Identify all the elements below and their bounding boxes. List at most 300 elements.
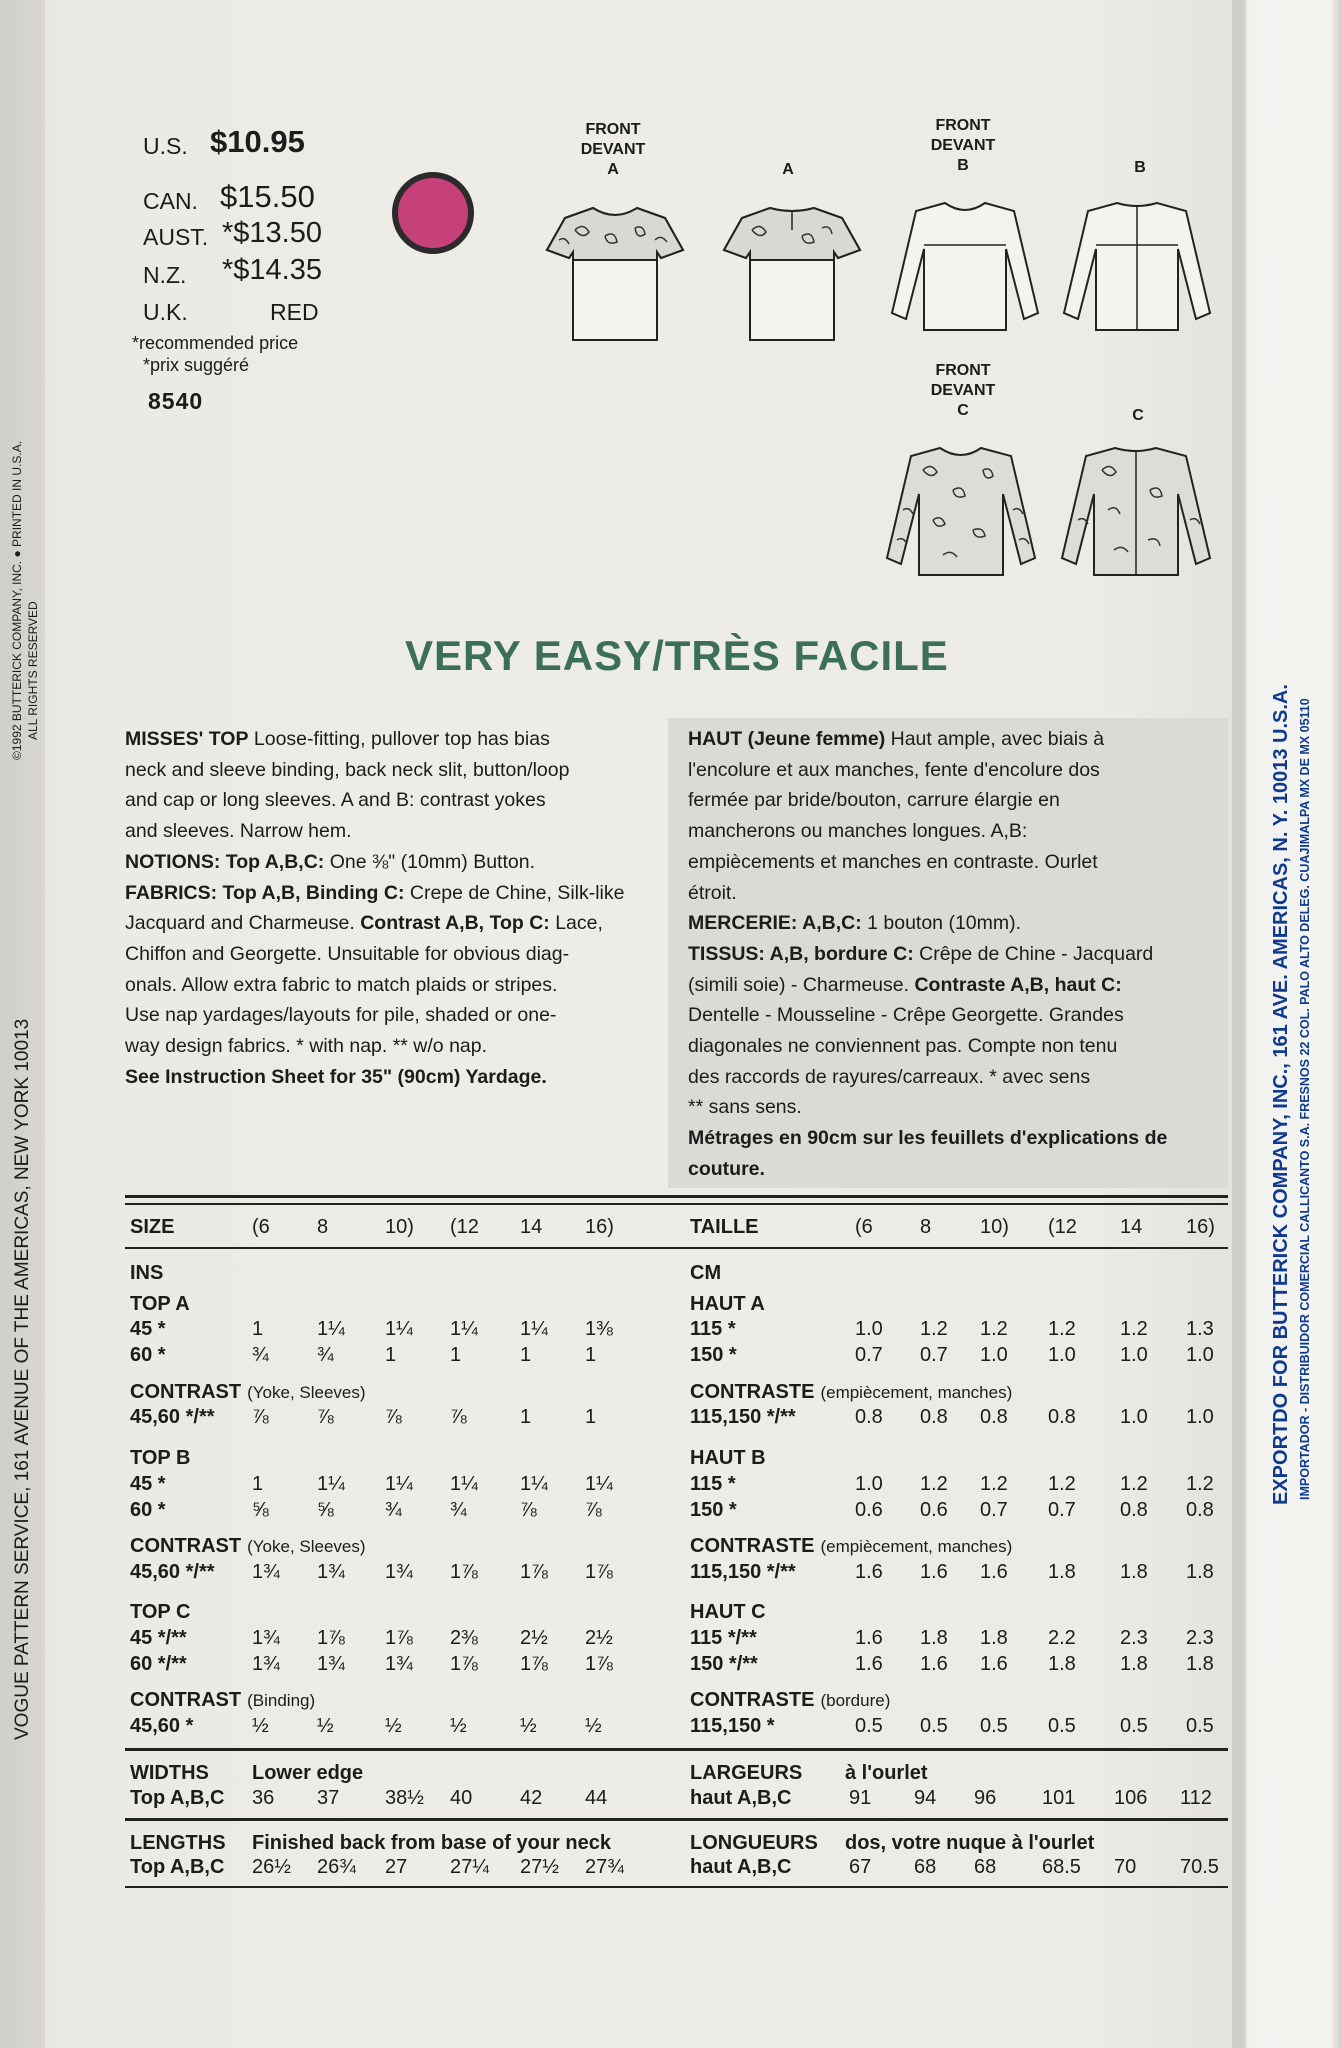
table-value: 1⅞: [585, 1653, 613, 1675]
length-value: 26½: [252, 1856, 291, 1878]
table-value: 1¾: [385, 1653, 413, 1675]
table-value: 0.8: [1120, 1499, 1148, 1521]
label-front-a: FRONT DEVANT A: [580, 121, 646, 178]
table-value: 0.8: [1048, 1406, 1076, 1428]
price-can-value: $15.50: [220, 179, 315, 214]
table-value: 1.2: [1120, 1318, 1148, 1340]
table-value: 1.0: [1186, 1406, 1214, 1428]
table-value: 1.0: [855, 1473, 883, 1495]
description-bold: MISSES' TOP: [125, 728, 249, 750]
difficulty-title: VERY EASY/TRÈS FACILE: [405, 632, 949, 679]
row-label: 45 *: [130, 1473, 166, 1495]
length-value: 70.5: [1180, 1856, 1219, 1878]
description-bold: HAUT (Jeune femme): [688, 728, 886, 750]
table-value: 0.8: [980, 1406, 1008, 1428]
table-value: ½: [252, 1715, 269, 1737]
table-value: 1¾: [385, 1561, 413, 1583]
description-text: 1 bouton (10mm).: [861, 912, 1022, 935]
description-text: Lace,: [549, 912, 603, 935]
section-heading: TOP C: [130, 1601, 191, 1623]
size-column-header: 8: [920, 1216, 932, 1238]
size-column-header: (6: [855, 1216, 873, 1238]
table-value: 1¾: [252, 1561, 280, 1583]
table-value: 1.6: [920, 1561, 948, 1583]
garment-front-c: [883, 440, 1038, 585]
description-text: étroit.: [688, 881, 737, 904]
description-line: [688, 785, 1228, 816]
description-bold: FABRICS: Top A,B, Binding C:: [125, 881, 405, 904]
table-value: 1⅜: [585, 1318, 613, 1340]
table-value: 1¼: [585, 1473, 613, 1495]
description-line: [125, 908, 655, 939]
lengths-label: LENGTHS: [130, 1832, 226, 1854]
table-value: 0.7: [980, 1499, 1008, 1521]
table-value: ¾: [385, 1499, 402, 1521]
description-line: [125, 847, 655, 878]
suggested-note: *prix suggéré: [143, 355, 250, 375]
table-value: ½: [450, 1715, 467, 1737]
description-line: [125, 878, 655, 909]
garment-back-c: [1058, 440, 1213, 585]
length-value: 27½: [520, 1856, 559, 1878]
table-value: 1¾: [252, 1653, 280, 1675]
section-heading-row: [130, 1381, 366, 1404]
table-value: 2.3: [1186, 1627, 1214, 1649]
table-value: 1.2: [980, 1473, 1008, 1495]
table-value: 1.2: [1048, 1318, 1076, 1340]
length-value: 26¾: [317, 1856, 356, 1878]
price-nz-label: N.Z.: [143, 262, 187, 288]
table-value: ⅞: [252, 1406, 269, 1428]
table-rule-lengths: [125, 1818, 1228, 1821]
table-value: 0.7: [855, 1344, 883, 1366]
description-line: [688, 724, 1228, 755]
table-value: 0.5: [855, 1715, 883, 1737]
section-subheading: (bordure): [820, 1691, 891, 1710]
table-value: 1: [520, 1344, 532, 1366]
table-value: ⅝: [317, 1499, 334, 1521]
width-value: 40: [450, 1787, 473, 1809]
table-value: 1: [585, 1344, 597, 1366]
widths-sub: à l'ourlet: [845, 1762, 928, 1784]
size-column-header: 16): [585, 1216, 614, 1238]
row-label: 150 */**: [690, 1653, 758, 1675]
description-line: [688, 1154, 1228, 1185]
table-value: ¾: [450, 1499, 467, 1521]
description-line: [125, 939, 655, 970]
table-rule-top: [125, 1195, 1228, 1198]
width-value: 37: [317, 1787, 340, 1809]
length-value: 70: [1114, 1856, 1137, 1878]
table-value: ½: [585, 1715, 602, 1737]
description-line: [688, 755, 1228, 786]
description-line: [125, 724, 655, 755]
right-flap-edge: [1232, 0, 1246, 2048]
table-value: 1¼: [450, 1473, 478, 1495]
price-aust-label: AUST.: [143, 224, 209, 250]
table-rule-top2: [125, 1203, 1228, 1205]
length-value: 27: [385, 1856, 408, 1878]
description-text: way design fabrics. * with nap. ** w/o nap.: [125, 1035, 488, 1058]
table-value: 1¼: [385, 1318, 413, 1340]
table-value: 1¼: [317, 1473, 345, 1495]
table-value: ½: [520, 1715, 537, 1737]
size-column-header: 8: [317, 1216, 329, 1238]
description-text: Haut ample, avec biais à: [885, 728, 1105, 750]
description-line: [688, 1123, 1228, 1154]
description-line: [688, 1092, 1228, 1123]
table-value: 1.6: [980, 1561, 1008, 1583]
price-us-value: $10.95: [210, 124, 305, 159]
description-english: [125, 724, 655, 1092]
section-subheading: (empiècement, manches): [820, 1383, 1013, 1402]
table-value: 1.6: [855, 1653, 883, 1675]
section-subheading: (Yoke, Sleeves): [247, 1537, 366, 1556]
description-french: [688, 724, 1228, 1185]
width-value: 38½: [385, 1787, 424, 1809]
table-value: ⅞: [520, 1499, 537, 1521]
length-value: 68: [974, 1856, 997, 1878]
table-value: 1: [585, 1406, 597, 1428]
table-value: 1: [252, 1473, 264, 1495]
table-value: 1⅞: [385, 1627, 413, 1649]
table-value: 0.7: [1048, 1499, 1076, 1521]
section-heading: HAUT A: [690, 1293, 765, 1315]
table-value: 1.0: [1120, 1406, 1148, 1428]
table-value: 1⅞: [520, 1653, 548, 1675]
description-text: One ⅜" (10mm) Button.: [324, 850, 535, 873]
description-line: [125, 785, 655, 816]
table-value: 1.8: [980, 1627, 1008, 1649]
section-heading-row: [130, 1535, 366, 1558]
description-text: l'encolure et aux manches, fente d'encolure dos: [688, 758, 1100, 781]
table-value: 0.6: [920, 1499, 948, 1521]
table-value: 1⅞: [317, 1627, 345, 1649]
table-value: 2½: [585, 1627, 613, 1649]
table-value: 0.5: [1120, 1715, 1148, 1737]
length-value: 27¼: [450, 1856, 489, 1878]
description-bold: Contrast A,B, Top C:: [360, 912, 550, 935]
price-nz-value: *$14.35: [222, 254, 322, 286]
description-bold: Contraste A,B, haut C:: [914, 973, 1122, 996]
unit-label: INS: [130, 1262, 164, 1284]
table-value: 1.0: [1048, 1344, 1076, 1366]
table-value: ⅞: [585, 1499, 602, 1521]
table-value: 1.0: [980, 1344, 1008, 1366]
row-label: 45,60 */**: [130, 1561, 215, 1583]
table-value: 2⅜: [450, 1627, 478, 1649]
lengths-sub: dos, votre nuque à l'ourlet: [845, 1832, 1095, 1854]
section-heading: CONTRASTE: [690, 1689, 815, 1711]
table-value: 2½: [520, 1627, 548, 1649]
lengths-label: LONGUEURS: [690, 1832, 818, 1854]
description-text: diagonales ne conviennent pas. Compte non tenu: [688, 1035, 1118, 1058]
description-line: [688, 1031, 1228, 1062]
price-aust-value: *$13.50: [222, 217, 322, 249]
table-value: 1.0: [1120, 1344, 1148, 1366]
table-value: ⅞: [385, 1406, 402, 1428]
description-line: [125, 1031, 655, 1062]
row-label: 60 *: [130, 1499, 166, 1521]
table-value: ½: [385, 1715, 402, 1737]
side-left-copyright: ©1992 BUTTERICK COMPANY, INC. ● PRINTED IN U.S.A.: [10, 440, 24, 760]
size-column-header: 10): [385, 1216, 414, 1238]
description-line: [688, 878, 1228, 909]
garment-back-a: [722, 200, 862, 345]
lengths-sub: Finished back from base of your neck: [252, 1832, 611, 1854]
table-value: 1¼: [520, 1473, 548, 1495]
table-value: 1⅞: [450, 1561, 478, 1583]
description-bold: See Instruction Sheet for 35" (90cm) Yardage.: [125, 1065, 547, 1088]
description-line: [125, 1062, 655, 1093]
table-value: 1.6: [855, 1561, 883, 1583]
table-value: 1¾: [317, 1653, 345, 1675]
table-value: 1.2: [920, 1473, 948, 1495]
description-line: [688, 1062, 1228, 1093]
row-label: 115,150 */**: [690, 1561, 796, 1583]
table-value: 1⅞: [450, 1653, 478, 1675]
row-label: 115,150 */**: [690, 1406, 796, 1428]
description-text: Dentelle - Mousseline - Crêpe Georgette. Grandes: [688, 1004, 1124, 1027]
table-value: 1.8: [1186, 1561, 1214, 1583]
table-value: 1: [252, 1318, 264, 1340]
row-label: 45 */**: [130, 1627, 187, 1649]
width-value: 96: [974, 1787, 997, 1809]
table-value: 1.6: [980, 1653, 1008, 1675]
table-value: 0.7: [920, 1344, 948, 1366]
table-rule-bottom: [125, 1886, 1228, 1888]
description-text: Loose-fitting, pullover top has bias: [248, 728, 550, 750]
table-value: 1¼: [520, 1318, 548, 1340]
price-us-label: U.S.: [143, 133, 188, 159]
table-value: 0.5: [1048, 1715, 1076, 1737]
row-label: 45 *: [130, 1318, 166, 1340]
garment-back-b: [1062, 195, 1212, 340]
section-heading-row: [690, 1689, 890, 1712]
row-label: 115,150 *: [690, 1715, 775, 1737]
section-heading: CONTRAST: [130, 1381, 242, 1403]
side-left-address: VOGUE PATTERN SERVICE, 161 AVENUE OF THE AMERICAS, NEW YORK 10013: [12, 1018, 33, 1740]
size-column-header: 10): [980, 1216, 1009, 1238]
price-uk-label: U.K.: [143, 299, 188, 325]
table-value: 1.8: [1048, 1653, 1076, 1675]
size-column-header: (6: [252, 1216, 270, 1238]
lengths-row-label: haut A,B,C: [690, 1856, 792, 1878]
table-value: 1¼: [317, 1318, 345, 1340]
table-value: 1.8: [1186, 1653, 1214, 1675]
table-value: ¾: [252, 1344, 269, 1366]
table-value: 0.5: [1186, 1715, 1214, 1737]
length-value: 27¾: [585, 1856, 624, 1878]
row-label: 115 *: [690, 1318, 736, 1340]
size-column-header: 14: [520, 1216, 543, 1238]
size-column-header: 16): [1186, 1216, 1215, 1238]
pattern-number: 8540: [148, 388, 204, 414]
width-value: 106: [1114, 1787, 1148, 1809]
table-value: 1.0: [855, 1318, 883, 1340]
description-text: fermée par bride/bouton, carrure élargie en: [688, 789, 1060, 812]
row-label: 45,60 *: [130, 1715, 194, 1737]
row-label: 115 */**: [690, 1627, 757, 1649]
description-text: Chiffon and Georgette. Unsuitable for obvious diag-: [125, 942, 570, 965]
description-line: [688, 908, 1228, 939]
widths-sub: Lower edge: [252, 1762, 364, 1784]
description-line: [125, 1000, 655, 1031]
table-value: 1¾: [317, 1561, 345, 1583]
description-text: empiècements et manches en contraste. Ourlet: [688, 850, 1098, 873]
size-column-header: (12: [450, 1216, 479, 1238]
table-value: 2.3: [1120, 1627, 1148, 1649]
table-value: 1.8: [1120, 1653, 1148, 1675]
description-line: [688, 939, 1228, 970]
table-value: 1.8: [1048, 1561, 1076, 1583]
table-rule-widths: [125, 1748, 1228, 1751]
section-heading: CONTRASTE: [690, 1381, 815, 1403]
table-value: 1: [450, 1344, 462, 1366]
label-front-b: FRONT DEVANT B: [930, 117, 996, 174]
section-heading: TOP B: [130, 1447, 191, 1469]
section-heading: CONTRAST: [130, 1535, 242, 1557]
table-value: 2.2: [1048, 1627, 1076, 1649]
description-text: ** sans sens.: [688, 1096, 802, 1119]
label-back-a: A: [782, 161, 794, 178]
table-value: 0.8: [855, 1406, 883, 1428]
size-header: SIZE: [130, 1216, 175, 1238]
description-line: [688, 847, 1228, 878]
table-value: 1.6: [855, 1627, 883, 1649]
length-value: 68.5: [1042, 1856, 1081, 1878]
table-value: 0.8: [1186, 1499, 1214, 1521]
garment-front-a: [545, 200, 685, 345]
row-label: 45,60 */**: [130, 1406, 215, 1428]
description-text: (simili soie) - Charmeuse.: [688, 973, 915, 996]
recommended-note: *recommended price: [132, 333, 299, 353]
table-value: 1.2: [980, 1318, 1008, 1340]
row-label: 150 *: [690, 1499, 737, 1521]
section-heading-row: [130, 1689, 315, 1712]
table-value: 1.6: [920, 1653, 948, 1675]
unit-label: CM: [690, 1262, 722, 1284]
widths-row-label: Top A,B,C: [130, 1787, 225, 1809]
description-bold: TISSUS: A,B, bordure C:: [688, 942, 914, 965]
size-column-header: (12: [1048, 1216, 1077, 1238]
table-value: 1¾: [252, 1627, 280, 1649]
table-value: 1¼: [450, 1318, 478, 1340]
section-subheading: (Yoke, Sleeves): [247, 1383, 366, 1402]
width-value: 91: [849, 1787, 872, 1809]
widths-row-label: haut A,B,C: [690, 1787, 792, 1809]
label-back-c: C: [1132, 407, 1144, 424]
lengths-row-label: Top A,B,C: [130, 1856, 225, 1878]
table-value: 1.8: [920, 1627, 948, 1649]
section-heading: CONTRAST: [130, 1689, 242, 1711]
description-text: onals. Allow extra fabric to match plaids or stripes.: [125, 973, 558, 996]
garment-front-b: [890, 195, 1040, 340]
description-text: Crêpe de Chine - Jacquard: [913, 942, 1154, 965]
description-text: mancherons ou manches longues. A,B:: [688, 820, 1028, 843]
table-value: 1: [385, 1344, 397, 1366]
description-text: Crepe de Chine, Silk-like: [404, 881, 625, 904]
section-heading-row: [690, 1535, 1012, 1558]
length-value: 67: [849, 1856, 872, 1878]
description-line: [688, 1000, 1228, 1031]
table-value: ⅝: [252, 1499, 269, 1521]
section-heading: HAUT C: [690, 1601, 766, 1623]
table-value: 1.2: [1120, 1473, 1148, 1495]
description-bold: couture.: [688, 1157, 765, 1180]
description-text: and cap or long sleeves. A and B: contrast yokes: [125, 789, 546, 812]
table-value: 1.3: [1186, 1318, 1214, 1340]
table-value: 1.2: [920, 1318, 948, 1340]
description-line: [688, 970, 1228, 1001]
width-value: 101: [1042, 1787, 1076, 1809]
table-value: 0.5: [980, 1715, 1008, 1737]
table-rule-header: [125, 1247, 1228, 1249]
section-heading: CONTRASTE: [690, 1535, 815, 1557]
description-line: [125, 970, 655, 1001]
table-value: 1.2: [1048, 1473, 1076, 1495]
section-heading-row: [690, 1381, 1012, 1404]
description-text: and sleeves. Narrow hem.: [125, 820, 352, 843]
width-value: 112: [1180, 1787, 1212, 1809]
table-value: 1.8: [1120, 1561, 1148, 1583]
width-value: 44: [585, 1787, 608, 1809]
length-value: 68: [914, 1856, 937, 1878]
description-bold: MERCERIE: A,B,C:: [688, 912, 862, 935]
row-label: 150 *: [690, 1344, 737, 1366]
table-value: 1⅞: [520, 1561, 548, 1583]
label-front-c: FRONT DEVANT C: [930, 362, 996, 419]
description-text: neck and sleeve binding, back neck slit, button/loop: [125, 758, 570, 781]
description-text: des raccords de rayures/carreaux. * avec sens: [688, 1065, 1091, 1088]
table-value: 1⅞: [585, 1561, 613, 1583]
price-can-label: CAN.: [143, 188, 198, 214]
table-value: ⅞: [317, 1406, 334, 1428]
width-value: 36: [252, 1787, 275, 1809]
table-value: 1: [520, 1406, 532, 1428]
table-value: 0.5: [920, 1715, 948, 1737]
section-heading: TOP A: [130, 1293, 190, 1315]
description-line: [688, 816, 1228, 847]
table-value: 0.8: [920, 1406, 948, 1428]
width-value: 94: [914, 1787, 937, 1809]
section-heading: HAUT B: [690, 1447, 766, 1469]
description-text: Jacquard and Charmeuse.: [125, 912, 361, 935]
description-bold: Métrages en 90cm sur les feuillets d'explications de: [688, 1127, 1168, 1150]
table-value: 1.2: [1186, 1473, 1214, 1495]
row-label: 60 *: [130, 1344, 166, 1366]
size-column-header: 14: [1120, 1216, 1143, 1238]
price-uk-value: RED: [270, 299, 319, 325]
widths-label: LARGEURS: [690, 1762, 803, 1784]
row-label: 115 *: [690, 1473, 736, 1495]
row-label: 60 */**: [130, 1653, 187, 1675]
side-right-importer: IMPORTADOR - DISTRIBUIDOR COMERCIAL CALLICANTO S.A. FRESNOS 22 COL. PALO ALTO DELEG. CUAJIMALPA MX DE MX 05110: [1298, 698, 1312, 1500]
description-bold: NOTIONS: Top A,B,C:: [125, 850, 325, 873]
table-value: 0.6: [855, 1499, 883, 1521]
label-back-b: B: [1134, 159, 1146, 176]
table-value: ⅞: [450, 1406, 467, 1428]
description-line: [125, 755, 655, 786]
color-dot: [392, 172, 474, 254]
width-value: 42: [520, 1787, 543, 1809]
size-header: TAILLE: [690, 1216, 759, 1238]
table-value: ½: [317, 1715, 334, 1737]
description-text: Use nap yardages/layouts for pile, shaded or one-: [125, 1004, 557, 1027]
table-value: 1¼: [385, 1473, 413, 1495]
table-value: ¾: [317, 1344, 334, 1366]
side-left-rights: ALL RIGHTS RESERVED: [26, 601, 40, 740]
